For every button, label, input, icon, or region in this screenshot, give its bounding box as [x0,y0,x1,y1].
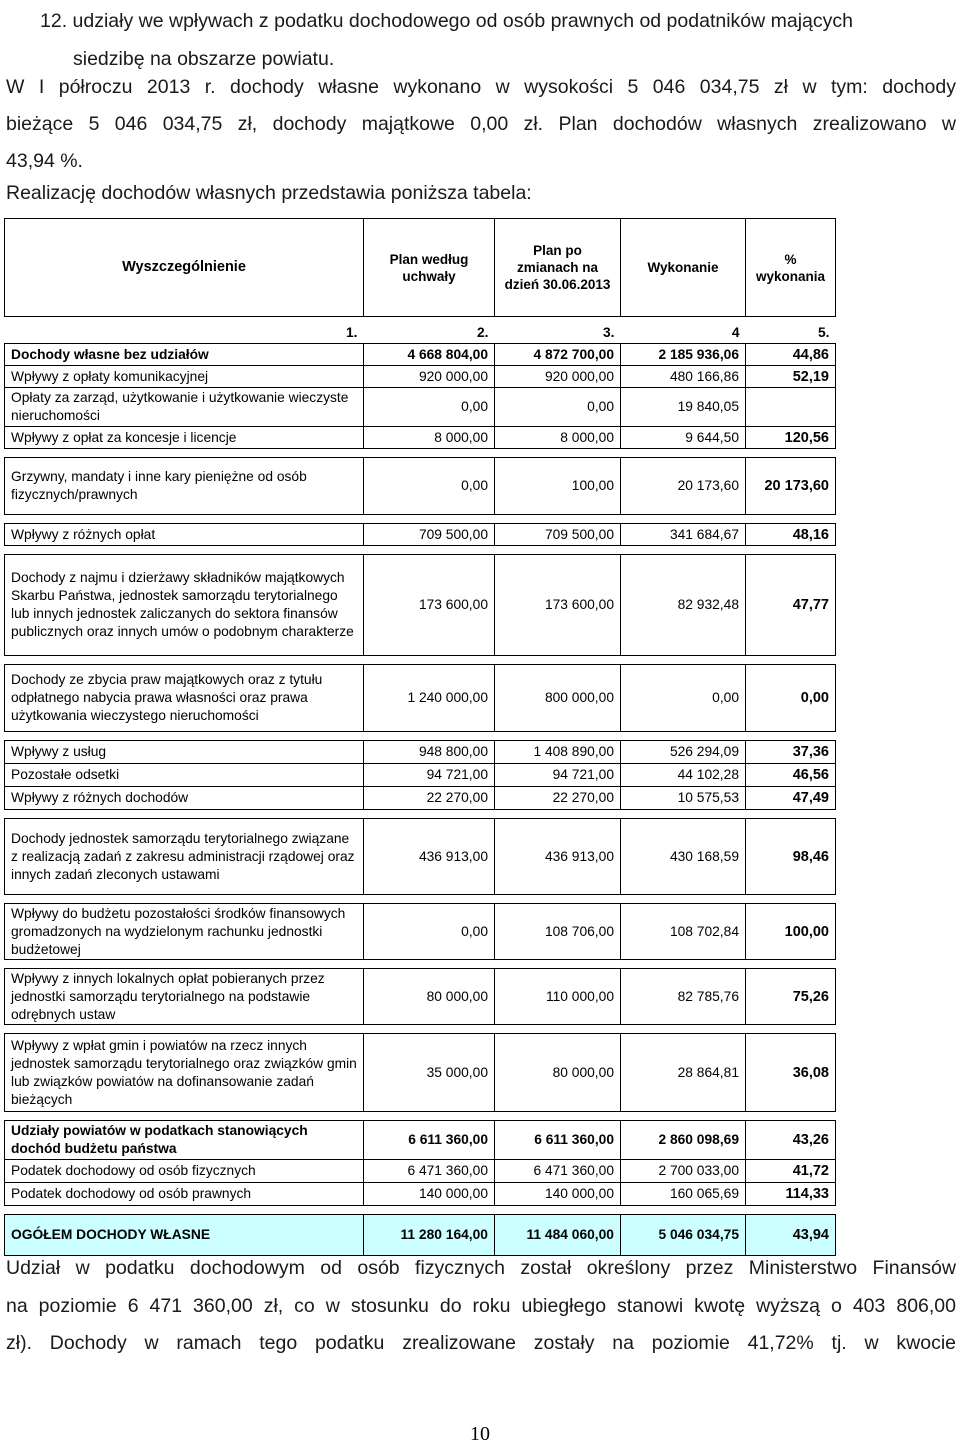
spacer-cell [621,810,746,819]
intro-line-2: bieżące 5 046 034,75 zł, dochody majątkowe 0,00 zł. Plan dochodów własnych zrealizowano w [6,113,956,135]
spacer-cell [746,732,836,741]
row-percent: 46,56 [746,764,836,787]
table-row [5,665,836,732]
spacer-cell [364,656,495,665]
row-plan: 436 913,00 [364,819,495,895]
row-execution: 2 185 936,06 [621,344,746,366]
row-plan-after-changes: 11 484 060,00 [495,1215,621,1256]
row-percent: 0,00 [746,665,836,732]
row-plan: 0,00 [364,904,495,960]
column-number: 2. [476,324,489,340]
header-plan-after-changes: Plan po zmianach na dzień 30.06.2013 [495,219,621,317]
spacer-cell [495,810,621,819]
row-description: Podatek dochodowy od osób prawnych [5,1183,364,1206]
closing-paragraph [6,1250,956,1363]
row-plan-after-changes: 1 408 890,00 [495,741,621,764]
row-plan-after-changes: 0,00 [495,388,621,427]
row-spacer [5,546,836,555]
spacer-cell [746,1206,836,1215]
closing-line-1: Udział w podatku dochodowym od osób fizycznych został określony przez Ministerstwo Finansów [6,1257,956,1279]
row-execution: 9 644,50 [621,427,746,449]
row-plan-after-changes: 920 000,00 [495,366,621,388]
row-plan: 948 800,00 [364,741,495,764]
row-description: Udziały powiatów w podatkach stanowiących dochód budżetu państwa [5,1121,364,1160]
spacer-cell [495,449,621,458]
column-number-row [5,317,836,344]
spacer-cell [5,1112,364,1121]
spacer-cell [495,546,621,555]
table-row [5,1160,836,1183]
spacer-cell [364,960,495,969]
section-heading [6,2,956,78]
spacer-cell [364,546,495,555]
row-execution: 108 702,84 [621,904,746,960]
table-header-row [5,219,836,317]
row-plan-after-changes: 22 270,00 [495,787,621,810]
row-percent: 47,49 [746,787,836,810]
row-plan: 22 270,00 [364,787,495,810]
row-execution: 2 860 098,69 [621,1121,746,1160]
table-row [5,764,836,787]
spacer-cell [621,449,746,458]
row-plan-after-changes: 4 872 700,00 [495,344,621,366]
row-plan-after-changes: 80 000,00 [495,1034,621,1112]
spacer-cell [5,732,364,741]
row-plan-after-changes: 436 913,00 [495,819,621,895]
row-description: Opłaty za zarząd, użytkowanie i użytkowanie wieczyste nieruchomości [5,388,364,427]
spacer-cell [5,810,364,819]
row-percent: 43,94 [746,1215,836,1256]
row-spacer [5,960,836,969]
spacer-cell [621,1025,746,1034]
row-execution: 526 294,09 [621,741,746,764]
row-plan-after-changes: 8 000,00 [495,427,621,449]
row-spacer [5,656,836,665]
row-description: Dochody ze zbycia praw majątkowych oraz z tytułu odpłatnego nabycia prawa własności oraz prawa użytkowania wieczystego nieruchomości [5,665,364,732]
row-execution: 19 840,05 [621,388,746,427]
spacer-cell [621,895,746,904]
row-spacer [5,732,836,741]
row-plan: 0,00 [364,388,495,427]
row-execution: 430 168,59 [621,819,746,895]
closing-line-3: zł). Dochody w ramach tego podatku zrealizowane zostały na poziomie 41,72% tj. w kwocie [6,1332,956,1354]
column-number: 4 [731,324,740,340]
row-description: Dochody jednostek samorządu terytorialnego związane z realizacją zadań z zakresu administracji rządowej oraz innych zadań zleconych ustawami [5,819,364,895]
row-description: Grzywny, mandaty i inne kary pieniężne od osób fizycznych/prawnych [5,458,364,515]
spacer-cell [746,810,836,819]
spacer-cell [746,546,836,555]
row-plan-after-changes: 6 611 360,00 [495,1121,621,1160]
row-plan-after-changes: 800 000,00 [495,665,621,732]
table-row [5,366,836,388]
row-plan: 35 000,00 [364,1034,495,1112]
row-description: Wpływy z opłat za koncesje i licencje [5,427,364,449]
spacer-cell [5,546,364,555]
row-description: Wpływy z opłaty komunikacyjnej [5,366,364,388]
spacer-cell [364,449,495,458]
row-execution: 160 065,69 [621,1183,746,1206]
page-number: 10 [470,1423,490,1445]
row-execution: 5 046 034,75 [621,1215,746,1256]
header-percent: % wykonania [746,219,836,317]
row-percent: 41,72 [746,1160,836,1183]
table-row [5,344,836,366]
row-plan-after-changes: 709 500,00 [495,524,621,546]
header-plan: Plan według uchwały [364,219,495,317]
spacer-cell [746,960,836,969]
row-percent: 52,19 [746,366,836,388]
row-plan: 80 000,00 [364,969,495,1025]
spacer-cell [495,1025,621,1034]
spacer-cell [364,810,495,819]
row-percent: 47,77 [746,555,836,656]
table-row [5,904,836,960]
spacer-cell [495,1112,621,1121]
row-plan: 0,00 [364,458,495,515]
row-percent: 100,00 [746,904,836,960]
section-heading-line-1: 12. udziały we wpływach z podatku dochodowego od osób prawnych od podatników mających [40,10,853,32]
row-plan: 1 240 000,00 [364,665,495,732]
table-row [5,741,836,764]
header-description: Wyszczególnienie [5,219,364,317]
row-spacer [5,1112,836,1121]
spacer-cell [495,656,621,665]
spacer-cell [364,1112,495,1121]
row-description: Wpływy do budżetu pozostałości środków finansowych gromadzonych na wydzielonym rachunku jednostki budżetowej [5,904,364,960]
spacer-cell [746,1112,836,1121]
row-plan-after-changes: 108 706,00 [495,904,621,960]
row-plan: 8 000,00 [364,427,495,449]
column-number: 5. [817,324,830,340]
row-plan: 94 721,00 [364,764,495,787]
row-plan-after-changes: 173 600,00 [495,555,621,656]
row-execution: 0,00 [621,665,746,732]
spacer-cell [621,515,746,524]
spacer-cell [5,1025,364,1034]
spacer-cell [364,732,495,741]
table-lead: Realizację dochodów własnych przedstawia poniższa tabela: [6,182,532,204]
row-execution: 2 700 033,00 [621,1160,746,1183]
column-number: 1. [345,324,358,340]
row-percent: 98,46 [746,819,836,895]
spacer-cell [495,732,621,741]
spacer-cell [5,1206,364,1215]
table-row [5,427,836,449]
row-spacer [5,449,836,458]
row-spacer [5,810,836,819]
row-percent: 43,26 [746,1121,836,1160]
intro-paragraph [6,69,956,180]
table-row [5,1121,836,1160]
spacer-cell [495,515,621,524]
row-description: Wpływy z innych lokalnych opłat pobieranych przez jednostki samorządu terytorialnego na podstawie odrębnych ustaw [5,969,364,1025]
closing-line-2: na poziomie 6 471 360,00 zł, co w stosunku do roku ubiegłego stanowi kwotę wyższą o 403 806,00 [6,1294,956,1317]
row-description: Wpływy z różnych dochodów [5,787,364,810]
row-plan: 6 471 360,00 [364,1160,495,1183]
spacer-cell [495,1206,621,1215]
spacer-cell [621,546,746,555]
spacer-cell [746,895,836,904]
spacer-cell [495,895,621,904]
row-percent: 114,33 [746,1183,836,1206]
row-percent: 48,16 [746,524,836,546]
row-plan-after-changes: 110 000,00 [495,969,621,1025]
spacer-cell [5,895,364,904]
spacer-cell [495,960,621,969]
row-percent: 75,26 [746,969,836,1025]
spacer-cell [5,515,364,524]
income-table [4,218,836,1256]
spacer-cell [621,656,746,665]
row-execution: 10 575,53 [621,787,746,810]
row-description: Wpływy z usług [5,741,364,764]
row-execution: 480 166,86 [621,366,746,388]
row-spacer [5,1025,836,1034]
spacer-cell [746,656,836,665]
row-plan: 11 280 164,00 [364,1215,495,1256]
table-row [5,1034,836,1112]
row-execution: 82 785,76 [621,969,746,1025]
spacer-cell [364,895,495,904]
row-execution: 341 684,67 [621,524,746,546]
row-percent: 36,08 [746,1034,836,1112]
row-plan-after-changes: 140 000,00 [495,1183,621,1206]
table-row [5,819,836,895]
row-spacer [5,895,836,904]
row-plan: 173 600,00 [364,555,495,656]
row-spacer [5,515,836,524]
table-row [5,969,836,1025]
row-execution: 82 932,48 [621,555,746,656]
spacer-cell [621,732,746,741]
section-heading-line-2: siedzibę na obszarze powiatu. [73,48,335,70]
spacer-cell [621,1112,746,1121]
row-execution: 44 102,28 [621,764,746,787]
spacer-cell [364,515,495,524]
row-percent: 20 173,60 [746,458,836,515]
row-plan: 4 668 804,00 [364,344,495,366]
spacer-cell [5,449,364,458]
spacer-cell [364,1206,495,1215]
row-plan-after-changes: 100,00 [495,458,621,515]
header-execution: Wykonanie [621,219,746,317]
row-description: Pozostałe odsetki [5,764,364,787]
table-row [5,1183,836,1206]
intro-line-3: 43,94 %. [6,150,83,172]
spacer-cell [621,960,746,969]
spacer-cell [364,1025,495,1034]
spacer-cell [621,1206,746,1215]
row-spacer [5,1206,836,1215]
row-execution: 28 864,81 [621,1034,746,1112]
row-percent [746,388,836,427]
row-percent: 37,36 [746,741,836,764]
row-percent: 44,86 [746,344,836,366]
table-row [5,555,836,656]
row-description: Dochody własne bez udziałów [5,344,364,366]
table-row [5,388,836,427]
spacer-cell [746,449,836,458]
row-description: Dochody z najmu i dzierżawy składników majątkowych Skarbu Państwa, jednostek samorządu terytorialnego lub innych jednostek zaliczanych do sektora finansów publicznych oraz innych umów o podobnym charakterze [5,555,364,656]
row-plan: 140 000,00 [364,1183,495,1206]
row-percent: 120,56 [746,427,836,449]
table-row [5,787,836,810]
intro-line-1: W I półroczu 2013 r. dochody własne wykonano w wysokości 5 046 034,75 zł w tym: dochody [6,76,956,98]
row-description: OGÓŁEM DOCHODY WŁASNE [5,1215,364,1256]
row-description: Wpływy z różnych opłat [5,524,364,546]
spacer-cell [5,656,364,665]
spacer-cell [746,515,836,524]
row-description: Podatek dochodowy od osób fizycznych [5,1160,364,1183]
row-plan: 6 611 360,00 [364,1121,495,1160]
row-plan: 920 000,00 [364,366,495,388]
row-plan: 709 500,00 [364,524,495,546]
column-number: 3. [602,324,615,340]
row-plan-after-changes: 6 471 360,00 [495,1160,621,1183]
row-description: Wpływy z wpłat gmin i powiatów na rzecz innych jednostek samorządu terytorialnego oraz związków gmin lub związków powiatów na dofinansowanie zadań bieżących [5,1034,364,1112]
row-plan-after-changes: 94 721,00 [495,764,621,787]
spacer-cell [746,1025,836,1034]
table-row [5,524,836,546]
spacer-cell [5,960,364,969]
table-row [5,458,836,515]
row-execution: 20 173,60 [621,458,746,515]
